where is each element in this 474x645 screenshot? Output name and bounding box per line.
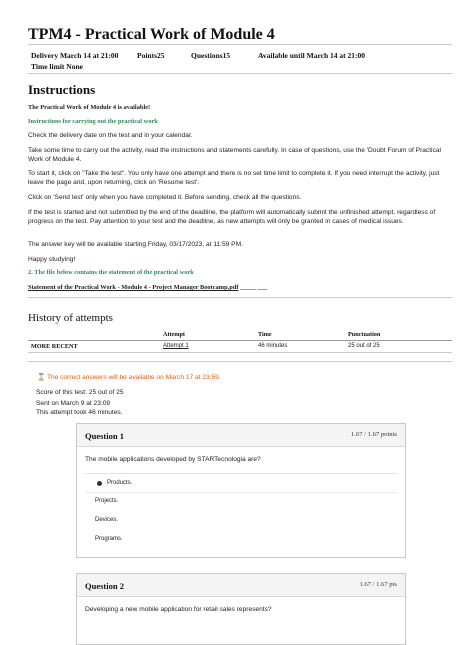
questions-count: Questions15 (191, 51, 231, 60)
instruction-paragraph: Click on 'Send test' only when you have completed it. Before sending, check all the questions. (28, 194, 302, 201)
instruction-paragraph: The answer key will be available starting Friday, 03/17/2023, at 11:59 PM. (28, 241, 243, 248)
divider (85, 492, 397, 493)
points-value: Points25 (137, 51, 165, 60)
divider (85, 473, 397, 474)
delivery-date: Delivery March 14 at 21:00 (31, 51, 119, 60)
question-title: Question 2 (85, 581, 124, 591)
table-header-divider (28, 340, 452, 341)
instruction-paragraph: If the test is started and not submitted by the end of the deadline, the platform will automatically submit the unfinished attempt. regardless of progress on the test. Pay attention to your test and the deadline, as new attempts will only be granted in cases of medical issues. (28, 209, 436, 226)
attempt-score: 25 out of 25 (348, 343, 380, 349)
divider (28, 73, 452, 74)
file-below-heading: 2. The file below contains the statement of the practical work (28, 269, 194, 276)
question-card (76, 573, 406, 645)
carrying-out-heading: Instructions for carrying out the practical work (28, 118, 158, 125)
question-title: Question 1 (85, 431, 124, 441)
question-points: 1.67 / 1.67 points (351, 431, 397, 438)
page-title: TPM4 - Practical Work of Module 4 (28, 26, 275, 43)
row-label-more-recent: MORE RECENT (31, 343, 78, 350)
question-card (76, 423, 406, 558)
time-limit: Time limit None (31, 62, 83, 71)
question-points: 1.67 / 1.67 pts (359, 581, 397, 588)
question-text: The mobile applications developed by STARTecnologia are? (85, 456, 261, 463)
available-line: The Practical Work of Module 4 is available! (28, 104, 151, 111)
attempt-link[interactable]: Attempt 1 (163, 343, 189, 349)
question-header (77, 424, 405, 447)
instruction-paragraph: Check the delivery date on the test and in your calendar. (28, 132, 193, 139)
question-header (77, 574, 405, 597)
instructions-heading: Instructions (28, 82, 96, 97)
hourglass-icon: ⌛ (37, 374, 46, 381)
instruction-paragraph: Take some time to carry out the activity, read the instructions and statements carefully. In case of questions, use the 'Doubt Forum of Practical Work of Module 4. (28, 147, 441, 164)
sent-line: Sent on March 9 at 23:09 (36, 400, 111, 407)
attempt-time: 46 minutes (258, 343, 288, 349)
statement-file-tail: _____ ___ (240, 284, 268, 291)
instruction-paragraph: Happy studying! (28, 256, 76, 263)
column-header-attempt: Attempt (163, 331, 185, 338)
question-text: Developing a new mobile application for retail sales represents? (85, 606, 272, 613)
answer-option[interactable]: Projects. (95, 498, 119, 504)
score-line: Score of this test: 25 out of 25 (36, 389, 124, 396)
answers-notice-text: The correct answers will be available on March 17 at 23:59. (46, 374, 221, 381)
available-until: Available until March 14 at 21:00 (258, 51, 366, 60)
answer-option[interactable]: Programs. (95, 536, 123, 542)
duration-line: This attempt took 46 minutes. (36, 409, 123, 416)
divider (28, 297, 452, 298)
answer-option[interactable]: Devices. (95, 517, 119, 523)
divider (28, 44, 452, 45)
selected-radio-icon[interactable] (97, 481, 102, 486)
divider (28, 361, 452, 362)
divider (28, 352, 452, 353)
column-header-punctuation: Punctuation (348, 331, 381, 338)
column-header-time: Time (258, 331, 272, 338)
history-heading: History of attempts (28, 312, 113, 324)
statement-file-link[interactable]: Statement of the Practical Work - Module 4 - Project Manager Bootcamp.pdf (28, 284, 239, 291)
statement-file-row (28, 283, 448, 292)
instruction-paragraph: To start it, click on "Take the test". You only have one attempt and there is no set time limit to complete it. If you need interrupt the activity, just leave the page and, upon returning, click on 'Resume test'. (28, 170, 440, 187)
answers-notice (37, 373, 221, 381)
answer-option[interactable]: Products. (107, 480, 133, 486)
